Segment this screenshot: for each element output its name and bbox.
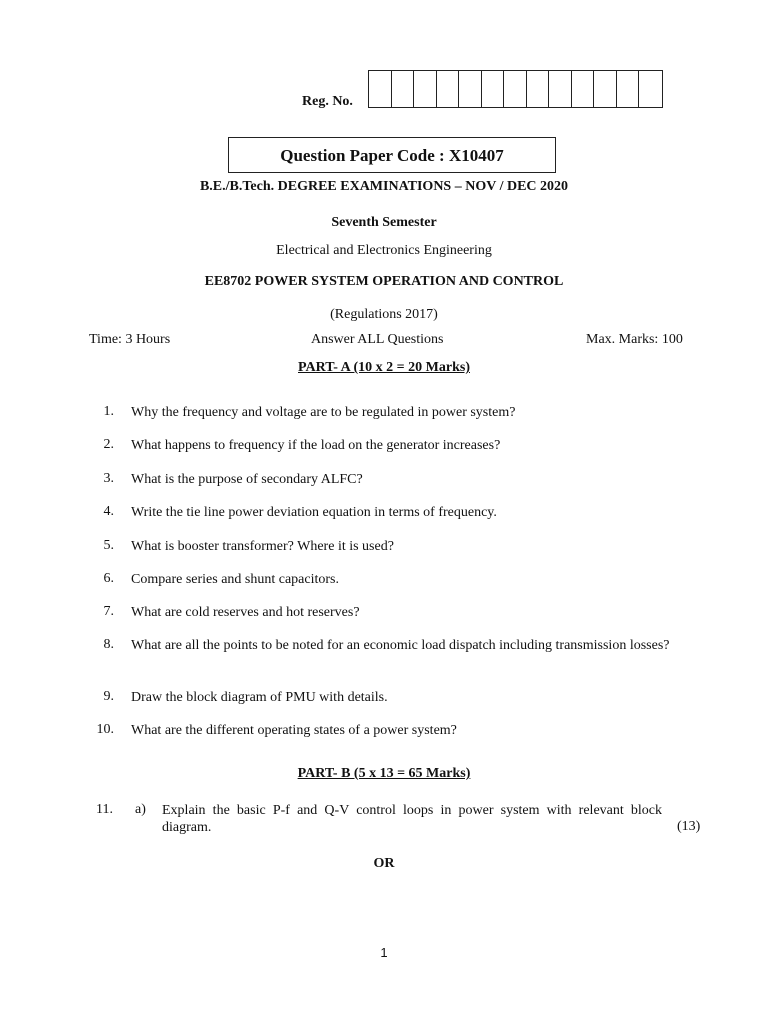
question-text: Write the tie line power deviation equation in terms of frequency.	[131, 505, 497, 520]
question-number: 8.	[103, 637, 114, 652]
semester: Seventh Semester	[331, 215, 437, 230]
question-text: What happens to frequency if the load on the generator increases?	[131, 438, 501, 453]
question-number: 4.	[103, 504, 114, 519]
part-b-title: PART- B (5 x 13 = 65 Marks)	[297, 766, 471, 781]
reg-no-digit-box[interactable]	[392, 71, 415, 107]
part-a-title: PART- A (10 x 2 = 20 Marks)	[298, 360, 470, 375]
reg-no-digit-box[interactable]	[639, 71, 662, 107]
question-number: 11.	[96, 802, 113, 817]
reg-no-digit-box[interactable]	[437, 71, 460, 107]
reg-no-digit-box[interactable]	[504, 71, 527, 107]
question-text: Why the frequency and voltage are to be regulated in power system?	[131, 405, 516, 420]
reg-no-digit-box[interactable]	[527, 71, 550, 107]
question-text: Draw the block diagram of PMU with details.	[131, 690, 388, 705]
reg-no-digit-box[interactable]	[549, 71, 572, 107]
question-text: What are the different operating states of a power system?	[131, 723, 457, 738]
exam-time: Time: 3 Hours	[89, 332, 171, 347]
question-text: What is the purpose of secondary ALFC?	[131, 472, 363, 487]
regulations: (Regulations 2017)	[330, 307, 438, 322]
question-text: Compare series and shunt capacitors.	[131, 572, 339, 587]
question-text: Explain the basic P-f and Q-V control loops in power system with relevant block diagram.	[162, 803, 662, 835]
reg-no-digit-box[interactable]	[369, 71, 392, 107]
sub-question-label: a)	[135, 802, 146, 817]
question-number: 9.	[103, 689, 114, 704]
question-number: 7.	[103, 604, 114, 619]
max-marks: Max. Marks: 100	[586, 332, 683, 347]
question-number: 1.	[103, 404, 114, 419]
question-number: 3.	[103, 471, 114, 486]
question-paper-code: Question Paper Code : X10407	[228, 137, 556, 173]
reg-no-digit-box[interactable]	[482, 71, 505, 107]
exam-title: B.E./B.Tech. DEGREE EXAMINATIONS – NOV / DEC 2020	[199, 179, 569, 194]
reg-no-label: Reg. No.	[302, 94, 353, 109]
or-separator: OR	[373, 856, 395, 871]
department: Electrical and Electronics Engineering	[276, 243, 492, 258]
question-marks: (13)	[677, 819, 701, 834]
question-number: 2.	[103, 437, 114, 452]
reg-no-digit-box[interactable]	[617, 71, 640, 107]
reg-no-digit-box[interactable]	[572, 71, 595, 107]
question-number: 10.	[96, 722, 114, 737]
reg-no-digit-box[interactable]	[414, 71, 437, 107]
question-text: What are all the points to be noted for an economic load dispatch including transmission losses?	[131, 638, 670, 653]
exam-instruction: Answer ALL Questions	[311, 332, 444, 347]
question-text: What are cold reserves and hot reserves?	[131, 605, 360, 620]
reg-no-boxes	[368, 70, 663, 108]
question-text: What is booster transformer? Where it is used?	[131, 539, 394, 554]
question-number: 6.	[103, 571, 114, 586]
reg-no-digit-box[interactable]	[459, 71, 482, 107]
subject-title: EE8702 POWER SYSTEM OPERATION AND CONTROL	[204, 274, 564, 289]
question-number: 5.	[103, 538, 114, 553]
page-number: 1	[380, 945, 388, 960]
reg-no-digit-box[interactable]	[594, 71, 617, 107]
